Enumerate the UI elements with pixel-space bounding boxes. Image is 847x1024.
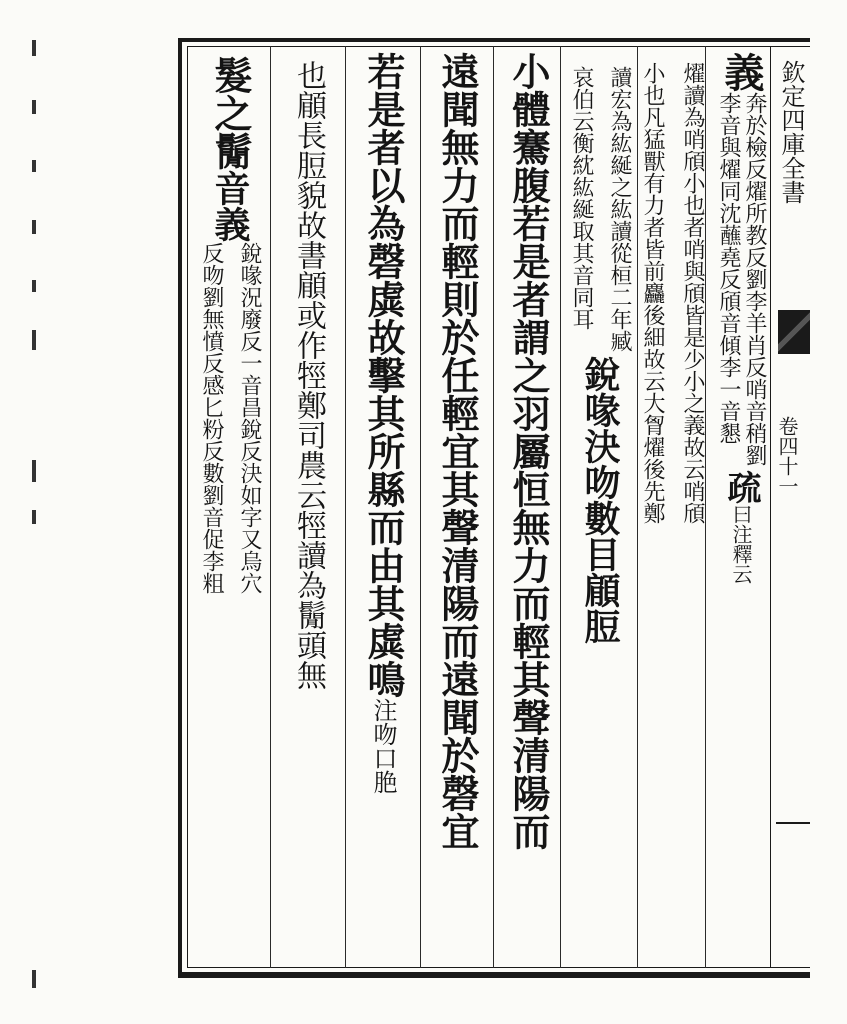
section-heading: 音義 — [209, 170, 251, 242]
text-column-7 — [272, 52, 344, 962]
annotation-left: 小也凡猛獸有力者皆前麤後細故云大胷燿後先鄭 — [640, 62, 665, 524]
volume-label: 卷四十一 — [775, 416, 799, 496]
main-text: 銳喙決吻數目顅脰 — [579, 356, 621, 644]
annotation-text: 注吻口 — [369, 698, 397, 770]
annotation-right: 讀宏為紘綖之紘讀從桓二年臧 — [607, 66, 632, 352]
gutter-rule — [776, 822, 810, 824]
annotation-left: 李音與燿同沈蘸堯反頎音傾李一音懇 — [716, 92, 741, 444]
commentary-intro: 曰注釋云 — [729, 504, 753, 584]
commentary-text: 也顅長脰貌故書顅或作牼鄭司農云牼讀為鬜頭無 — [291, 60, 326, 690]
text-column-5 — [422, 52, 492, 962]
annotation-right: 銳喙況廢反一音昌銳反決如字又烏穴 — [237, 242, 262, 594]
scan-edge-marks — [32, 30, 40, 990]
text-column-8 — [190, 52, 270, 962]
bottom-border — [178, 974, 810, 978]
main-text: 小體騫腹若是者謂之羽屬恒無力而輕其聲清陽而 — [506, 52, 551, 850]
main-text: 若是者以為磬虡故擊其所縣而由其虡鳴 — [361, 52, 406, 698]
annotation-pair — [633, 62, 711, 524]
annotation-left: 哀伯云衡紞紘綖取其音同耳 — [569, 66, 594, 330]
column-rule — [420, 46, 421, 968]
column-rule — [493, 46, 494, 968]
annotation-left: 反吻劉無憤反感匕粉反數劉音促李粗 — [199, 242, 224, 594]
annotation-pair — [193, 242, 267, 594]
text-column-6 — [347, 52, 419, 962]
book-title: 欽定四庫全書 — [777, 60, 805, 204]
column-rule — [270, 46, 271, 968]
heading-glyph: 義 — [718, 52, 765, 92]
commentary-marker: 疏 — [721, 470, 761, 504]
text-column-3 — [562, 52, 638, 962]
text-column-4 — [495, 52, 561, 962]
annotation-right: 奔於檢反燿所教反劉李羊肖反哨音稍劉 — [742, 92, 767, 466]
main-text: 髮之鬜 — [208, 56, 253, 170]
column-rule — [345, 46, 346, 968]
text-column-1 — [710, 52, 772, 962]
text-column-2 — [640, 52, 704, 962]
annotation-pair — [716, 92, 766, 466]
main-text: 遠聞無力而輕則於任輕宜其聲清陽而遠聞於磬宜 — [435, 52, 480, 850]
annotation-right: 燿讀為哨頎小也者哨與頎皆是少小之義故云哨頎 — [680, 62, 705, 524]
annotation-pair — [563, 66, 637, 352]
fishtail-mark — [778, 310, 810, 354]
annotation-text: 脃 — [369, 770, 397, 794]
